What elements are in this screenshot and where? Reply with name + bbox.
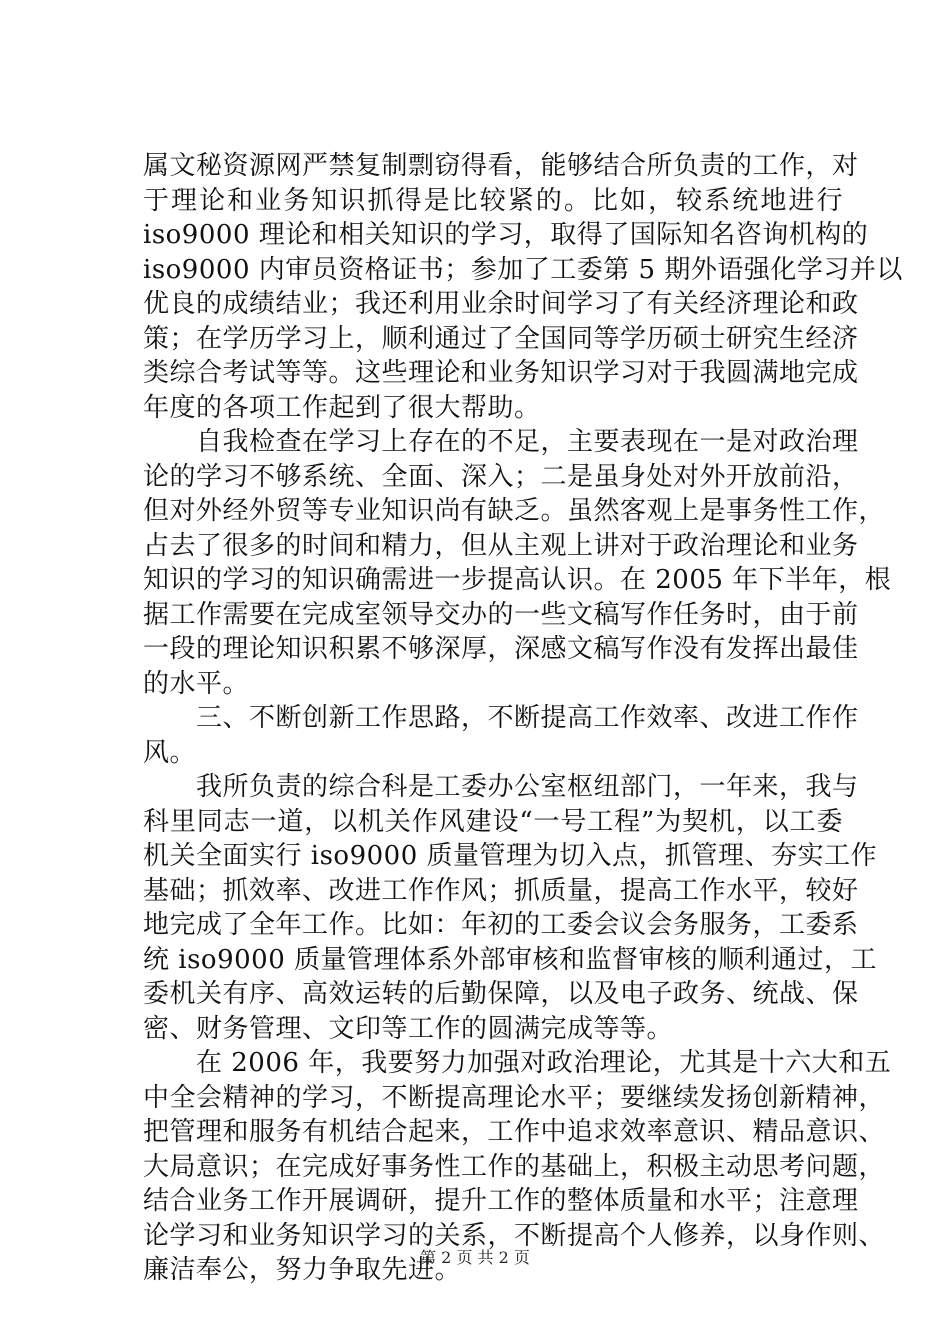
text-line: 在 2006 年，我要努力加强对政治理论，尤其是十六大和五 (143, 1048, 892, 1078)
text-line: 的水平。 (143, 668, 250, 699)
text-line: 论的学习不够系统、全面、深入；二是虽身处对外开放前沿， (143, 461, 859, 492)
text-line: 基础；抓效率、改进工作作风；抓质量，提高工作水平，较好 (143, 875, 859, 906)
text-line: 属文秘资源网严禁复制剽窃得看，能够结合所负责的工作，对 (143, 151, 859, 181)
text-line: 知识的学习的知识确需进一步提高认识。在 2005 年下半年，根 (143, 565, 892, 595)
text-line: 把管理和服务有机结合起来，工作中追求效率意识、精品意识、 (143, 1117, 886, 1147)
text-line: 结合业务工作开展调研，提升工作的整体质量和水平；注意理 (143, 1186, 859, 1216)
text-line: 密、财务管理、文印等工作的圆满完成等等。 (143, 1013, 674, 1044)
text-line: 据工作需要在完成室领导交办的一些文稿写作任务时，由于前 (143, 599, 859, 630)
text-line: 委机关有序、高效运转的后勤保障，以及电子政务、统战、保 (143, 979, 859, 1009)
body-text (143, 149, 903, 1288)
page-number-footer: 第 2 页 共 2 页 (420, 1248, 530, 1267)
text-line: 统 iso9000 质量管理体系外部审核和监督审核的顺利通过，工 (143, 944, 878, 975)
text-line: 地完成了全年工作。比如：年初的工委会议会务服务，工委系 (143, 910, 859, 940)
section-heading: 风。 (143, 737, 197, 768)
section-heading: 三、不断创新工作思路，不断提高工作效率、改进工作作 (143, 703, 859, 733)
text-line: 但对外经外贸等专业知识尚有缺乏。虽然客观上是事务性工作， (143, 496, 886, 526)
text-line: 机关全面实行 iso9000 质量管理为切入点，抓管理、夯实工作 (143, 841, 878, 871)
text-line: 策；在学历学习上，顺利通过了全国同等学历硕士研究生经济 (143, 323, 859, 354)
text-line: 占去了很多的时间和精力，但从主观上讲对于政治理论和业务 (143, 530, 859, 561)
text-line: iso9000 理论和相关知识的学习，取得了国际知名咨询机构的 (143, 220, 869, 250)
text-line: 科里同志一道，以机关作风建设“一号工程”为契机，以工委 (143, 806, 843, 837)
text-line: 一段的理论知识积累不够深厚，深感文稿写作没有发挥出最佳 (143, 634, 859, 664)
text-line: iso9000 内审员资格证书；参加了工委第 5 期外语强化学习并以 (143, 254, 903, 285)
text-line: 优良的成绩结业；我还利用业余时间学习了有关经济理论和政 (143, 289, 859, 319)
text-line: 自我检查在学习上存在的不足，主要表现在一是对政治理 (143, 427, 859, 457)
text-line: 年度的各项工作起到了很大帮助。 (143, 392, 541, 423)
text-line: 我所负责的综合科是工委办公室枢纽部门，一年来，我与 (143, 772, 859, 802)
text-line: 论学习和业务知识学习的关系，不断提高个人修养，以身作则、 (143, 1220, 886, 1251)
text-line: 大局意识；在完成好事务性工作的基础上，积极主动思考问题， (143, 1151, 886, 1182)
text-line: 类综合考试等等。这些理论和业务知识学习对于我圆满地完成 (143, 358, 859, 388)
text-line: 廉洁奉公，努力争取先进。 (143, 1255, 462, 1285)
text-line: 于理论和业务知识抓得是比较紧的。比如，较系统地进行 (143, 185, 843, 216)
text-line: 中全会精神的学习，不断提高理论水平；要继续发扬创新精神， (143, 1082, 886, 1113)
